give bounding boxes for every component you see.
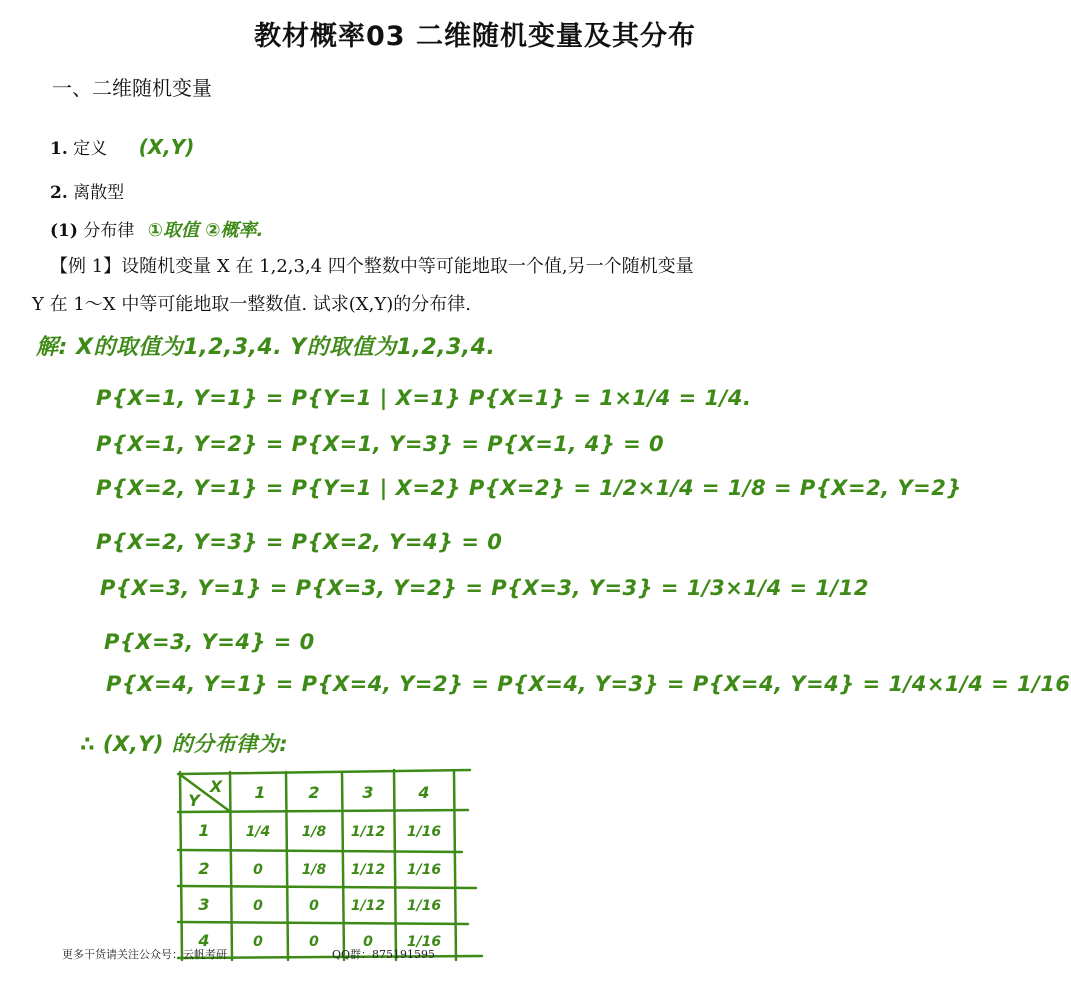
example-line-2: Y 在 1～X 中等可能地取一整数值. 试求(X,Y)的分布律. [32,294,471,315]
page-title: 教材概率03 二维随机变量及其分布 [254,21,696,52]
table-cell: 0 [253,898,263,914]
table-rule [178,922,468,924]
table-rule [286,772,288,960]
solution-line: P{X=1, Y=2} = P{X=1, Y=3} = P{X=1, 4} = 0 [96,432,665,456]
item-number: (1) [50,221,78,241]
handwritten-note: (X,Y) [138,135,195,159]
table-cell: 0 [309,898,319,914]
table-cell: 0 [309,934,319,950]
table-rule [342,772,344,960]
item-definition [50,134,194,159]
table-cell: 1/12 [350,824,386,840]
table-rule [178,810,468,812]
solution-line: P{X=4, Y=1} = P{X=4, Y=2} = P{X=4, Y=3} = P{X=4, Y=4} = 1/4×1/4 = 1/16 [106,672,1071,696]
table-corner-x: X [209,777,223,796]
table-cell: 1/8 [301,824,327,840]
col-header: 2 [308,783,320,802]
item-distribution-law [50,216,263,242]
item-label: 分布律 [83,221,135,241]
example-line-1: 【例 1】设随机变量 X 在 1,2,3,4 四个整数中等可能地取一个值,另一个随机变量 [50,256,694,277]
solution-line: P{X=1, Y=1} = P{Y=1 | X=1} P{X=1} = 1×1/4 = 1/4. [96,386,752,410]
table-rule [178,886,476,888]
section-heading: 一、二维随机变量 [52,76,212,100]
footer-qq-group: QQ群：875191595 [332,948,436,961]
table-cell: 0 [253,934,263,950]
table-cell: 1/12 [350,898,386,914]
solution-intro: 解: X的取值为1,2,3,4. Y的取值为1,2,3,4. [36,335,496,360]
table-cell: 1/16 [406,824,442,840]
solution-line: P{X=2, Y=1} = P{Y=1 | X=2} P{X=2} = 1/2×1/4 = 1/8 = P{X=2, Y=2} [96,476,962,500]
table-rule [180,772,182,960]
row-header: 2 [198,859,210,878]
item-discrete [50,178,124,203]
table-rule [454,772,456,960]
table-rule [178,770,470,774]
table-cell: 1/16 [406,934,442,950]
table-rule [178,850,462,852]
distribution-table [172,764,482,964]
table-rule [394,770,396,960]
solution-conclusion: ∴ (X,Y) 的分布律为: [80,732,289,756]
col-header: 4 [418,783,430,802]
table-cell: 1/16 [406,862,442,878]
col-header: 3 [362,783,374,802]
row-header: 1 [198,821,210,840]
table-cell: 1/8 [301,862,327,878]
item-number: 1. [50,139,68,159]
item-label: 定义 [73,139,108,159]
solution-line: P{X=3, Y=1} = P{X=3, Y=2} = P{X=3, Y=3} = 1/3×1/4 = 1/12 [100,576,869,600]
row-header: 3 [198,895,210,914]
footer-wechat: 更多干货请关注公众号：云帆考研 [62,948,227,961]
item-number: 2. [50,183,68,203]
table-cell: 1/4 [245,824,271,840]
table-rule [230,772,232,960]
handwritten-note: ①取值 ②概率. [147,220,264,241]
table-cell: 1/16 [406,898,442,914]
solution-line: P{X=3, Y=4} = 0 [104,630,315,654]
table-corner-y: Y [188,791,200,810]
table-cell: 0 [253,862,263,878]
solution-line: P{X=2, Y=3} = P{X=2, Y=4} = 0 [96,530,503,554]
col-header: 1 [254,783,266,802]
table-cell: 0 [363,934,373,950]
item-label: 离散型 [73,183,125,203]
row-header: 4 [198,931,210,950]
table-cell: 1/12 [350,862,386,878]
